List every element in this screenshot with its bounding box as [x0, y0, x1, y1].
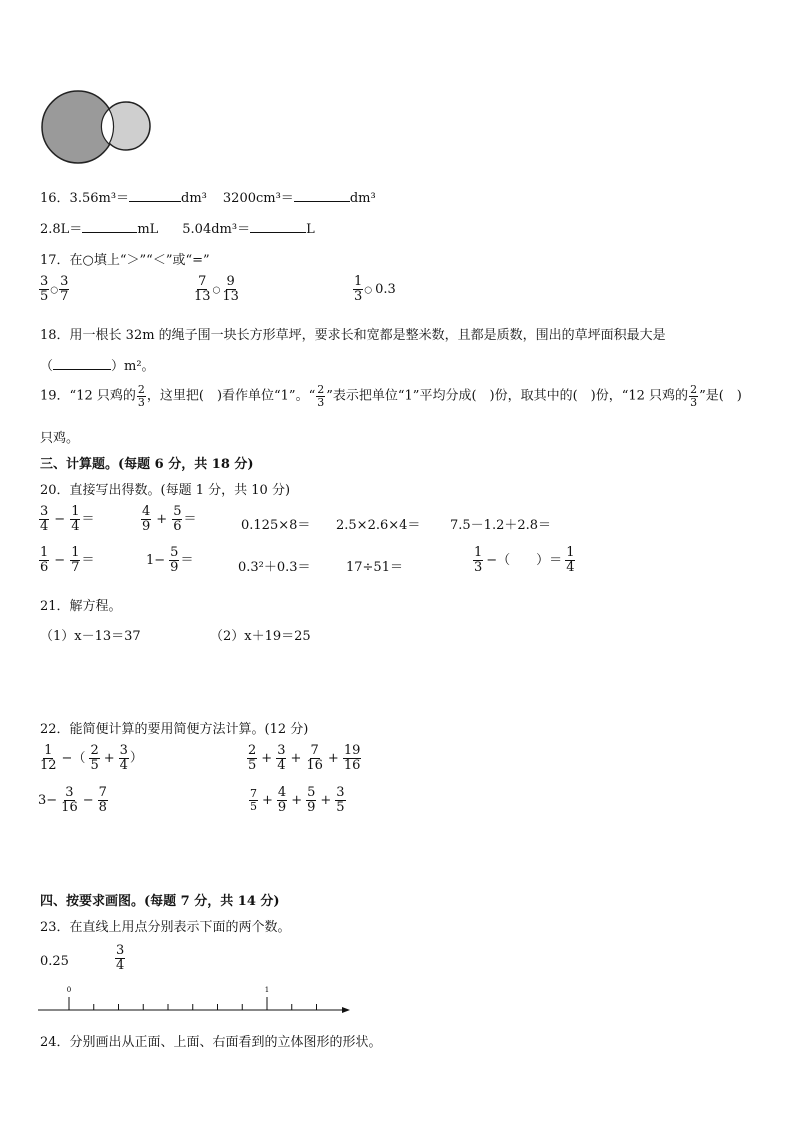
- q17-compare-2: [192, 275, 241, 303]
- q20-item-6: $\frac{1}{6}$ − $\frac{1}{7}$ ＝: [40, 545, 95, 575]
- q20-item-4: 2.5×2.6×4＝: [336, 518, 421, 533]
- q17-prompt: 17．在○填上“＞”“＜”或“=”: [40, 253, 210, 268]
- number-line[interactable]: [36, 984, 354, 1016]
- q20-prompt: 20．直接写出得数。(每题 1 分，共 10 分): [40, 483, 291, 498]
- circles-figure: [40, 88, 155, 168]
- q22-expr-a: $\frac{1}{12}$ −（ $\frac{2}{5}$ + $\frac{3}{4}$ ）: [40, 743, 143, 773]
- q23-value-1: 0.25: [40, 954, 69, 969]
- q20-item-2: $\frac{4}{9}$ + $\frac{5}{6}$ ＝: [142, 504, 197, 534]
- q20-item-5: 7.5－1.2＋2.8＝: [450, 518, 552, 533]
- fraction: $\frac{9}{13}$: [222, 274, 239, 304]
- answer-blank[interactable]: [294, 189, 350, 202]
- q22-expr-c: 3− $\frac{3}{16}$ − $\frac{7}{8}$: [38, 785, 107, 815]
- answer-blank[interactable]: [129, 189, 181, 202]
- tick-marks: [69, 997, 317, 1010]
- q23-prompt: 23．在直线上用点分别表示下面的两个数。: [40, 920, 291, 935]
- tick-label-0: 0: [66, 986, 72, 994]
- q22-prompt: 22．能简便计算的要用简便方法计算。(12 分): [40, 722, 309, 737]
- q20-item-7: 1− $\frac{5}{9}$ ＝: [146, 545, 194, 575]
- q20-item-3: 0.125×8＝: [241, 518, 311, 533]
- compare-circle[interactable]: ○: [212, 285, 221, 296]
- q20-item-8: 0.3²＋0.3＝: [238, 560, 311, 575]
- q20-item-10: $\frac{1}{3}$ −（ ）＝ $\frac{1}{4}$: [474, 545, 575, 575]
- q19-line1: 19．“12 只鸡的 $\frac{2}{3}$ ，这里把( )看作单位“1”。“ $\frac{2}{3}$ ”表示把单位“1”平均分成( )份，取其中的( )份，“12 只鸡的 $\frac{2}{3}$ ”是( ): [40, 383, 742, 409]
- q24-prompt: 24．分别画出从正面、上面、右面看到的立体图形的形状。: [40, 1035, 382, 1050]
- q17-compare-1: [38, 275, 70, 303]
- section-4-title: 四、按要求画图。(每题 7 分，共 14 分): [40, 894, 280, 909]
- q21-prompt: 21．解方程。: [40, 599, 122, 614]
- answer-blank[interactable]: [250, 220, 306, 233]
- tick-label-1: 1: [264, 986, 270, 994]
- q20-item-1: $\frac{3}{4}$ − $\frac{1}{4}$ ＝: [40, 504, 95, 534]
- fraction: $\frac{1}{3}$: [354, 274, 363, 304]
- q22-expr-b: $\frac{2}{5}$ + $\frac{3}{4}$ + $\frac{7}{16}$ + $\frac{19}{16}$: [248, 743, 361, 773]
- q18-line1: 18．用一根长 32m 的绳子围一块长方形草坪，要求长和宽都是整米数，且都是质数，围出的草坪面积最大是: [40, 328, 666, 343]
- q21-equation-2: （2）x＋19＝25: [210, 629, 311, 644]
- q20-item-9: 17÷51＝: [346, 560, 403, 575]
- answer-blank[interactable]: [53, 357, 111, 370]
- q17-compare-3: $\frac{1}{3}$ ○ 0.3: [354, 274, 396, 304]
- fraction: $\frac{7}{13}$: [194, 274, 211, 304]
- fraction: $\frac{2}{3}$: [317, 383, 325, 409]
- q16-line1: 16．3.56m³＝ dm³ 3200cm³＝ dm³: [40, 191, 376, 206]
- q19-line2: 只鸡。: [40, 431, 80, 446]
- q23-value-2: $\frac{3}{4}$: [116, 943, 125, 973]
- q16-line2: 2.8L＝ mL 5.04dm³＝ L: [40, 222, 315, 237]
- q21-equation-1: （1）x－13＝37: [40, 629, 141, 644]
- fraction: $\frac{3}{5}$: [40, 274, 49, 304]
- arrow-head-icon: [342, 1007, 350, 1013]
- answer-blank[interactable]: [82, 220, 137, 233]
- q22-expr-d: $\frac{7}{5}$ + $\frac{4}{9}$ + $\frac{5}{9}$ + $\frac{3}{5}$: [250, 785, 345, 815]
- compare-circle[interactable]: ○: [364, 285, 373, 296]
- fraction: $\frac{3}{7}$: [60, 274, 69, 304]
- compare-circle[interactable]: ○: [50, 285, 59, 296]
- fraction: $\frac{2}{3}$: [690, 383, 698, 409]
- section-3-title: 三、计算题。(每题 6 分，共 18 分): [40, 457, 254, 472]
- q18-line2: （ ）m²。: [40, 359, 155, 374]
- fraction: $\frac{2}{3}$: [137, 383, 145, 409]
